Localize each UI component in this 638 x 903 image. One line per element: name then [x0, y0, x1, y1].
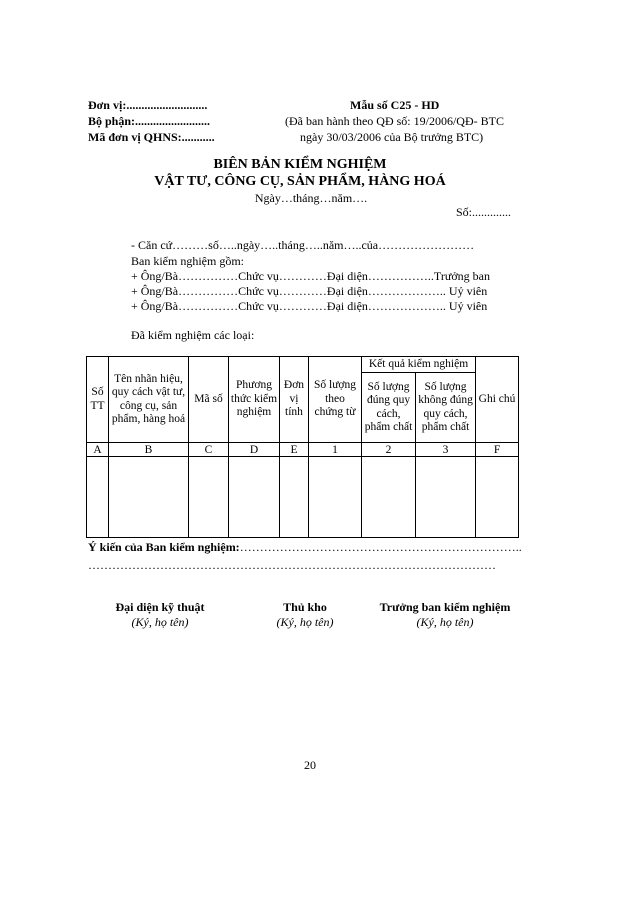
- member-line-1: + Ông/Bà……………Chức vụ…………Đại diện……………..Trưởng ban: [131, 269, 490, 283]
- opinion-dots-line: …………………………………………………………………………………………: [88, 558, 496, 572]
- signature-note: (Ký, họ tên): [276, 615, 334, 629]
- empty-cell: [109, 457, 189, 538]
- col-letter: 3: [416, 443, 476, 457]
- document-subtitle: VẬT TƯ, CÔNG CỤ, SẢN PHẨM, HÀNG HOÁ: [154, 174, 446, 189]
- basis-line: - Căn cứ………số…..ngày…..tháng…..năm…..của……………………: [131, 238, 475, 252]
- document-title: BIÊN BẢN KIỂM NGHIỆM: [213, 157, 387, 172]
- document-number: Số:.............: [456, 205, 512, 219]
- header-stt: Số TT: [87, 357, 109, 443]
- page-number: 20: [304, 758, 316, 772]
- header-method: Phương thức kiểm nghiệm: [229, 357, 280, 443]
- header-result-group: Kết quả kiểm nghiệm: [362, 357, 476, 373]
- empty-cell: [476, 457, 519, 538]
- signature-note: (Ký, họ tên): [131, 615, 189, 629]
- date-line: Ngày…tháng…năm….: [254, 191, 368, 205]
- qhns-code-field: Mã đơn vị QHNS:...........: [88, 130, 215, 144]
- empty-cell: [189, 457, 229, 538]
- header-qty-ok: Số lượng đúng quy cách, phẩm chất: [362, 373, 416, 443]
- header-qty-bad: Số lượng không đúng quy cách, phẩm chất: [416, 373, 476, 443]
- committee-label: Ban kiểm nghiệm gồm:: [131, 254, 244, 268]
- col-letter: D: [229, 443, 280, 457]
- opinion-label: Ý kiến của Ban kiểm nghiệm:: [88, 540, 240, 554]
- member-line-2: + Ông/Bà……………Chức vụ…………Đại diện……………….. Uỷ viên: [131, 284, 488, 298]
- signature-technical: [95, 600, 225, 630]
- signature-title: Trưởng ban kiểm nghiệm: [379, 600, 511, 614]
- department-field: Bộ phận:.........................: [88, 114, 211, 128]
- col-letter: 2: [362, 443, 416, 457]
- member-line-3: + Ông/Bà……………Chức vụ…………Đại diện……………….. Uỷ viên: [131, 299, 488, 313]
- header-item-name: Tên nhãn hiệu, quy cách vật tư, công cụ, sản phẩm, hàng hoá: [109, 357, 189, 443]
- issued-by-line2: ngày 30/03/2006 của Bộ trưởng BTC): [300, 130, 484, 144]
- empty-cell: [229, 457, 280, 538]
- col-letter: E: [280, 443, 309, 457]
- header-code: Mã số: [189, 357, 229, 443]
- inspected-label: Đã kiểm nghiệm các loại:: [131, 328, 255, 342]
- signature-note: (Ký, họ tên): [416, 615, 474, 629]
- signature-title: Thủ kho: [283, 600, 327, 614]
- form-number: Mẫu số C25 - HD: [350, 98, 440, 112]
- signature-title: Đại diện kỹ thuật: [115, 600, 205, 614]
- issued-by-line1: (Đã ban hành theo QĐ số: 19/2006/QĐ- BTC: [285, 114, 504, 128]
- col-letter: C: [189, 443, 229, 457]
- header-note: Ghi chú: [476, 357, 519, 443]
- empty-cell: [416, 457, 476, 538]
- col-letter: A: [87, 443, 109, 457]
- opinion-line: [88, 540, 522, 555]
- empty-cell: [87, 457, 109, 538]
- header-unit: Đơn vị tính: [280, 357, 309, 443]
- empty-cell: [309, 457, 362, 538]
- signature-committee-head: [365, 600, 525, 630]
- opinion-dots: ……………………………………………………………..: [239, 540, 522, 554]
- col-letter: F: [476, 443, 519, 457]
- inspection-table: [86, 356, 519, 538]
- empty-cell: [362, 457, 416, 538]
- col-letter: 1: [309, 443, 362, 457]
- unit-field: Đơn vị:...........................: [88, 98, 208, 112]
- empty-cell: [280, 457, 309, 538]
- signature-storekeeper: [245, 600, 365, 630]
- table-row: [87, 457, 519, 538]
- col-letter: B: [109, 443, 189, 457]
- header-qty-doc: Số lượng theo chứng từ: [309, 357, 362, 443]
